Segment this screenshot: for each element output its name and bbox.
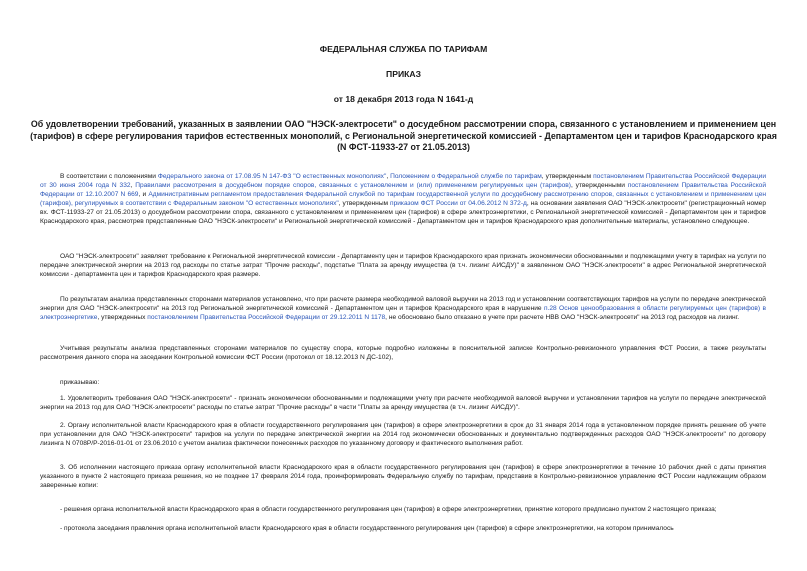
government-resolution-1178-link[interactable]: постановлением Правительства Российской Федерации от 29.12.2011 N 1178 — [147, 314, 386, 322]
preamble-text: , утвержденным — [541, 173, 594, 180]
government-resolution-332-link[interactable]: постановлением Правительства Российской Федерации от 30 июня 2004 года N 332 — [40, 173, 766, 190]
fst-regulation-link[interactable]: Положением о Федеральной службе по тарифам — [390, 173, 542, 180]
order-item-3: 3. Об исполнении настоящего приказа органу исполнительной власти Краснодарского края в области государственного регулирования цен (тарифов) в сфере электроэнергетики в течение 10 рабочих дней с даты принятия указанного в пункте 2 настоящего приказа решения, но не позднее 17 февраля 2014 года, проинформировать Федеральную службу по тарифам, представив в Контрольно-ревизионное управление ФСТ России надлежащим образом заверенные копии: — [40, 464, 766, 490]
preamble-text: , и — [138, 191, 149, 199]
pricing-basics-link[interactable]: п.28 Основ ценообразования в области регулируемых цен (тарифов) в электроэнергетике — [40, 305, 766, 322]
order-phrase: приказываю: — [60, 379, 100, 386]
document-date-number: от 18 декабря 2013 года N 1641-д — [333, 94, 474, 104]
dispute-rules-link[interactable]: Правилами рассмотрения в досудебном порядке споров, связанных с установлением и (или) применением регулируемых цен (тарифов) — [135, 182, 571, 190]
findings-paragraph — [40, 295, 766, 322]
document-type-heading: ПРИКАЗ — [386, 69, 421, 79]
claim-paragraph: ОАО "НЭСК-электросети" заявляет требование к Региональной энергетической комиссии - Департаменту цен и тарифов Краснодарского края признать экономически обоснованными и подлежащими учету в тарифах на услуги по передаче электрической энергии на 2013 год расходы по статье затрат "Прочие расходы", подстатье "Плата за аренду имущества (в т.ч. лизинг АИСДУ)" в заявленном ОАО "НЭСК-электросети" в адрес Региональной энергетической комиссии - департамента цен и тарифов Краснодарского края размере. — [40, 253, 766, 279]
preamble-text: , утвержденными — [570, 182, 628, 190]
agency-heading: ФЕДЕРАЛЬНАЯ СЛУЖБА ПО ТАРИФАМ — [319, 44, 488, 54]
findings-text: По результатам анализа представленных сторонами материалов установлено, что при расчете размера необходимой валовой выручки на 2013 год и установлении соответствующих тарифов на услуги по передаче электрической энергии для ОАО "НЭСК-электросети" на 2013 год Региональной энергетической комиссией - Департаментом цен и тарифов Краснодарского края в нарушение — [40, 296, 766, 313]
considering-paragraph: Учитывая результаты анализа представленных сторонами материалов по существу спора, которые подробно изложены в пояснительной записке Контрольно-ревизионного управления ФСТ России, а также результаты рассмотрения данного спора на заседании Контрольной комиссии ФСТ России (протокол от 18.12.2013 N ДС-102), — [40, 345, 766, 362]
preamble-text: В соответствии с положениями — [60, 173, 158, 180]
preamble-paragraph — [40, 172, 766, 227]
copies-list-item: - решения органа исполнительной власти Краснодарского края в области государственного регулирования цен (тарифов) в сфере электроэнергетики, принятие которого предписано пунктом 2 настоящего приказа; — [60, 506, 717, 513]
findings-text: , утвержденных — [97, 314, 148, 322]
law-147-fz-link[interactable]: Федерального закона от 17.08.95 N 147-ФЗ "О естественных монополиях" — [157, 173, 387, 180]
government-resolution-669-link[interactable]: постановлением Правительства Российской Федерации от 12.10.2007 N 669 — [40, 182, 767, 199]
findings-text: , не обосновано было отказано в учете при расчете НВВ ОАО "НЭСК-электросети" на 2013 год расходов на лизинг. — [385, 314, 740, 322]
order-item-2: 2. Органу исполнительной власти Краснодарского края в области государственного регулирования цен (тарифов) в сфере электроэнергетики в срок до 31 января 2014 года в установленном порядке принять решение об учете при установлении для ОАО "НЭСК-электросети" тарифов на услуги по передаче электрической энергии на 2014 год экономически обоснованных и документально подтвержденных расходов ОАО "НЭСК-электросети" по договору лизинга N 0708Р/Р-2016-01-01 от 23.06.2010 с учетом анализа фактически понесенных расходов по указанному договору и фактического выполнения работ. — [40, 422, 766, 448]
document-title: Об удовлетворении требований, указанных в заявлении ОАО "НЭСК-электросети" о досудебном рассмотрении спора, связанного с установлением и применением цен (тарифов) в сфере регулирования тарифов естественных монополий, с Региональной энергетической комиссией - Департаментом цен и тарифов Краснодарского края (N ФСТ-11933-27 от 21.05.2013) — [30, 119, 777, 152]
order-item-1: 1. Удовлетворить требования ОАО "НЭСК-электросети" - признать экономически обоснованными и подлежащими учету при расчете необходимой валовой выручки и установлении тарифов на услуги по передаче электрической энергии на 2013 год для ОАО "НЭСК-электросети" расходы по статье затрат "Прочие расходы" в части "Платы за аренду имущества (в т.ч. лизинг АИСДУ)". — [40, 395, 766, 412]
preamble-text: , утвержденным — [338, 200, 391, 208]
preamble-text: , на основании заявления ОАО "НЭСК-электросети" (регистрационный номер вх. ФСТ-11933-27 от 21.05.2013) о досудебном рассмотрении спора, связанного с установлением и применением цен (тарифов) в сфере электроэнергетики, с Региональной энергетической комиссией - Департаментом цен и тарифов Краснодарского края, рассмотрев представленные ОАО "НЭСК-электросети" и Региональной энергетической комиссией - Департаментом цен и тарифов Краснодарского края дополнительные материалы, установлено следующее. — [40, 200, 766, 226]
fst-order-372-link[interactable]: приказом ФСТ России от 04.06.2012 N 372-д — [390, 200, 527, 208]
preamble-text: , — [386, 173, 391, 180]
preamble-text: , — [130, 182, 136, 190]
copies-list-item: - протокола заседания правления органа исполнительной власти Краснодарского края в области государственного регулирования цен (тарифов) в сфере электроэнергетики, на котором принималось — [60, 525, 674, 532]
administrative-regulation-link[interactable]: Административным регламентом предоставления Федеральной службой по тарифам государственной услуги по досудебному рассмотрению споров, связанных с установлением и применением цен (тарифов), регулируемых в соответствии с Федеральным законом "О естественных монополиях" — [40, 191, 766, 208]
